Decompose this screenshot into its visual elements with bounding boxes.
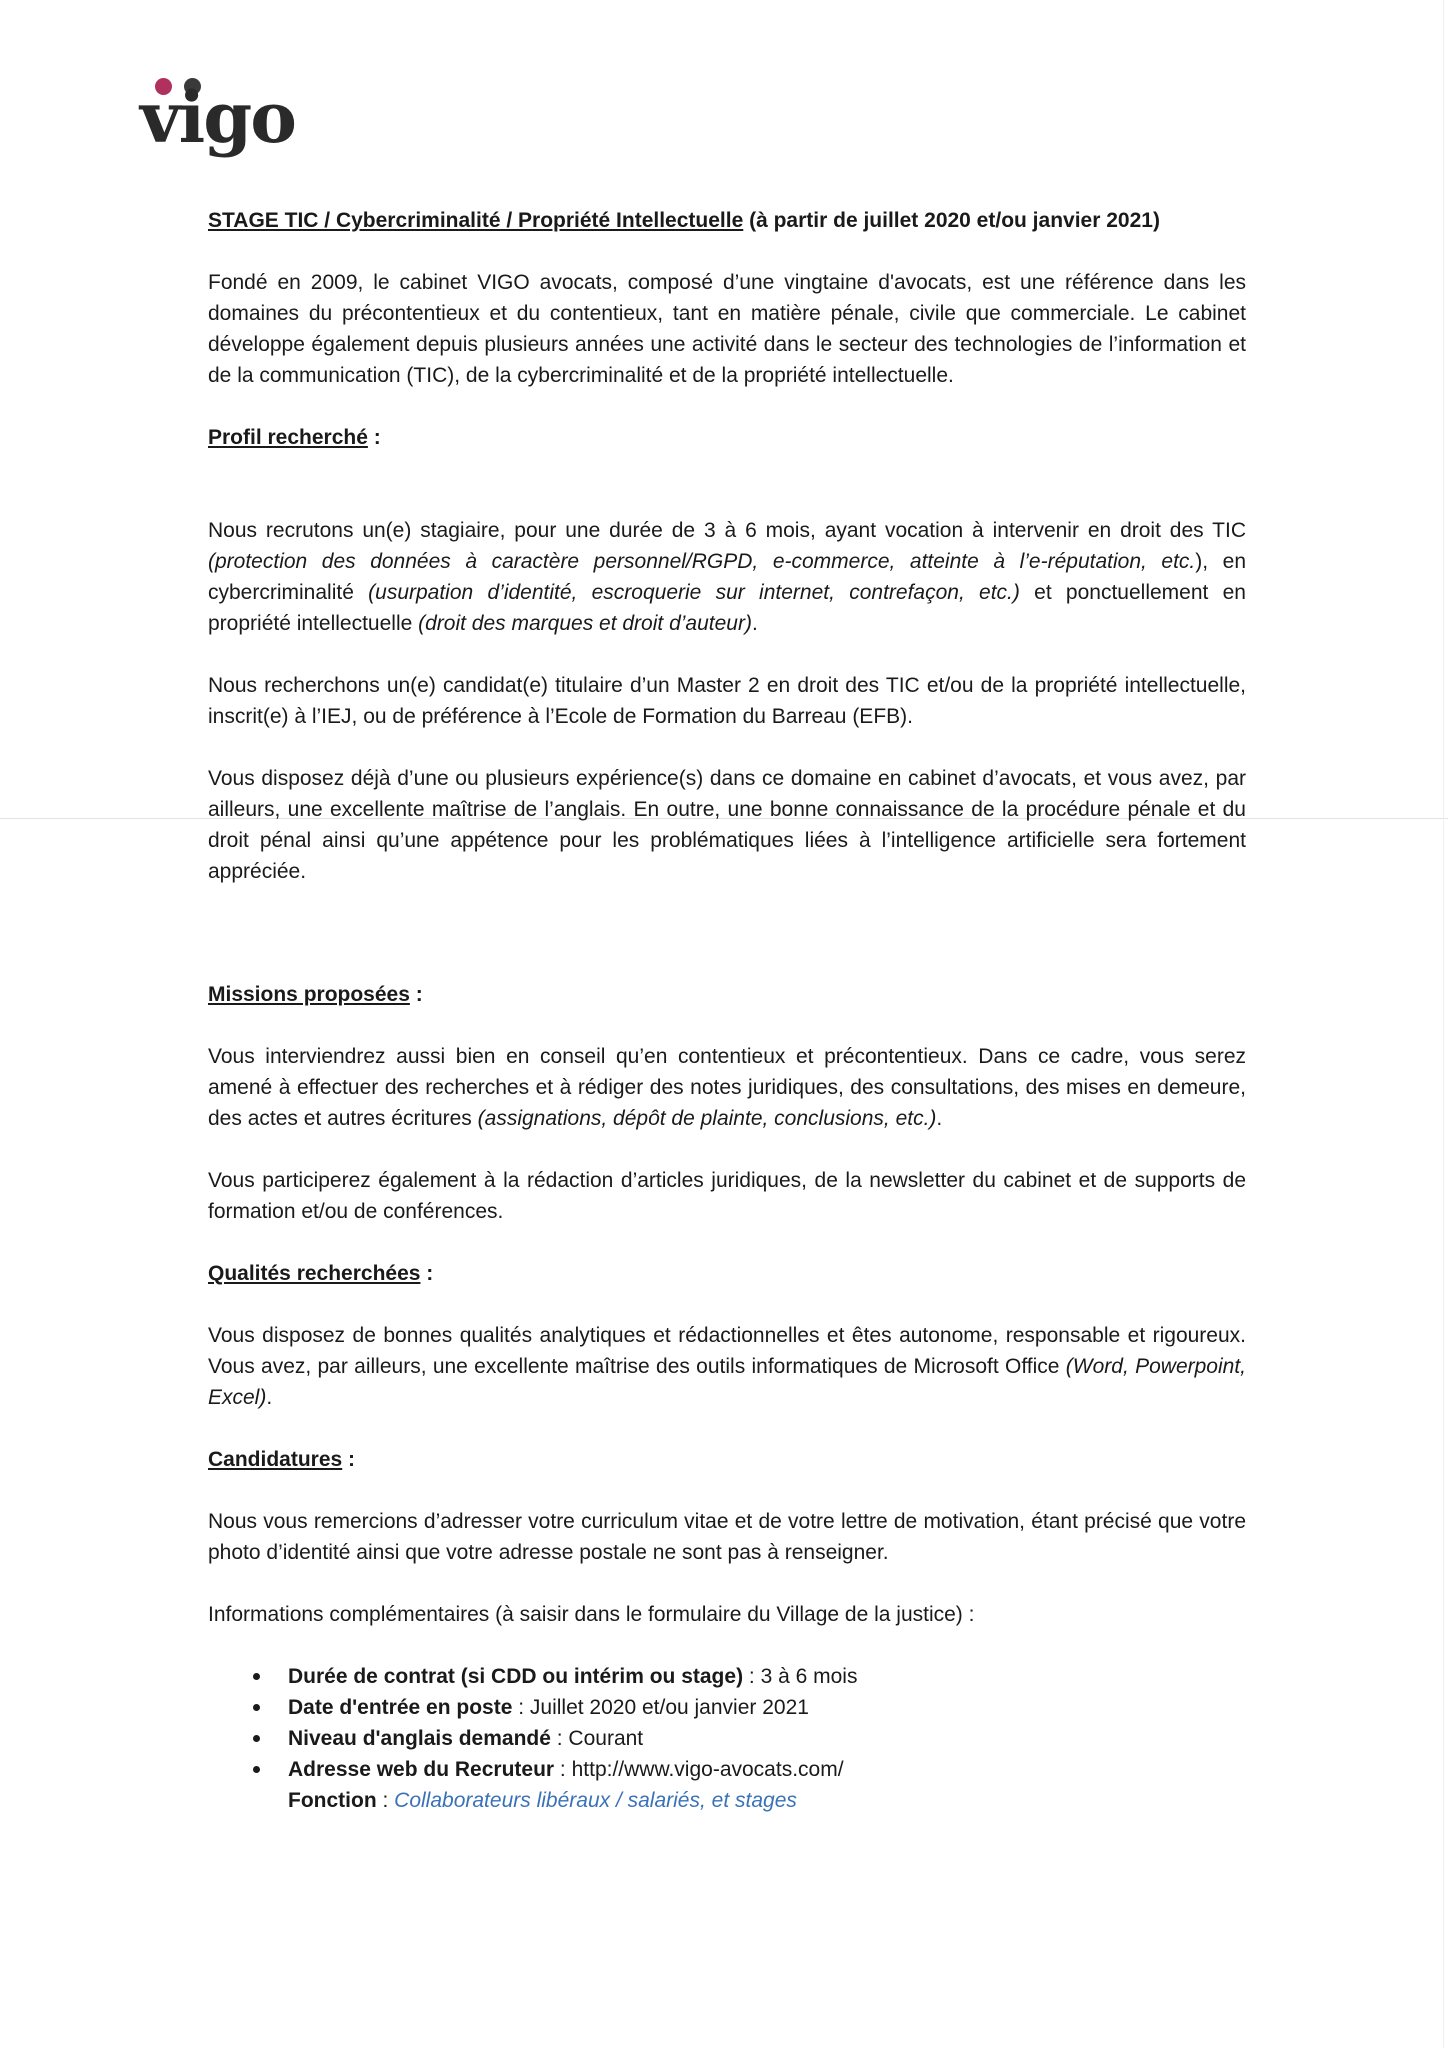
vigo-logo xyxy=(140,68,310,168)
info-value: : http://www.vigo-avocats.com/ xyxy=(554,1758,844,1781)
qualites-p1-c: . xyxy=(266,1386,273,1409)
profil-p1-d: (usurpation d’identité, escroquerie sur internet, contrefaçon, etc.) xyxy=(368,581,1020,604)
heading-missions-text: Missions proposées xyxy=(208,983,410,1006)
info-item-fonction xyxy=(208,1785,1246,1816)
profil-p1-c: ), en cybercriminalité xyxy=(208,550,1246,604)
info-item-web xyxy=(208,1754,1246,1785)
fonction-sep: : xyxy=(376,1789,395,1812)
profil-paragraph-1 xyxy=(208,515,1246,639)
profil-p1-b: (protection des données à caractère personnel/RGPD, e-commerce, atteinte à l’e-réputation, etc. xyxy=(208,550,1196,573)
info-label: Adresse web du Recruteur xyxy=(288,1758,555,1781)
scan-edge xyxy=(1443,0,1444,2048)
missions-paragraph-1 xyxy=(208,1041,1246,1134)
missions-p1-a: Vous interviendrez aussi bien en conseil qu’en contentieux et précontentieux. Dans ce cadre, vous serez amené à effectuer des recherches et à rédiger des notes juridiques, des consultations, des mises en demeure, des actes et autres écritures xyxy=(208,1045,1246,1130)
profil-p1-g: . xyxy=(751,612,758,635)
fonction-label: Fonction xyxy=(288,1789,377,1812)
candidatures-paragraph-2: Informations complémentaires (à saisir dans le formulaire du Village de la justice) : xyxy=(208,1603,975,1626)
heading-candidatures xyxy=(208,1444,1246,1475)
title-dates: (à partir de juillet 2020 et/ou janvier 2021) xyxy=(743,209,1160,232)
bullet-icon xyxy=(253,1735,260,1742)
info-value: : Courant xyxy=(550,1727,644,1750)
info-label: Durée de contrat (si CDD ou intérim ou stage) xyxy=(288,1665,744,1688)
info-label: Date d'entrée en poste xyxy=(288,1696,513,1719)
document-title xyxy=(208,205,1246,236)
profil-paragraph-3: Vous disposez déjà d’une ou plusieurs expérience(s) dans ce domaine en cabinet d’avocats, et vous avez, par ailleurs, une excellente maîtrise de l’anglais. En outre, une bonne connaissance de la procédure pénale et du droit pénal ainsi qu’une appétence pour les problématiques liées à l’intelligence artificielle sera fortement appréciée. xyxy=(208,767,1246,883)
heading-profil-suffix: : xyxy=(367,426,381,449)
info-value: : 3 à 6 mois xyxy=(743,1665,858,1688)
bullet-icon xyxy=(253,1704,260,1711)
candidatures-paragraph-1: Nous vous remercions d’adresser votre curriculum vitae et de votre lettre de motivation, étant précisé que votre photo d’identité ainsi que votre adresse postale ne sont pas à renseigner. xyxy=(208,1510,1246,1564)
qualites-p1-a: Vous disposez de bonnes qualités analytiques et rédactionnelles et êtes autonome, responsable et rigoureux. Vous avez, par ailleurs, une excellente maîtrise des outils informatiques de Microsoft Office xyxy=(208,1324,1246,1378)
heading-candidatures-suffix: : xyxy=(342,1448,356,1471)
heading-missions xyxy=(208,979,1246,1010)
heading-qualites-suffix: : xyxy=(420,1262,434,1285)
intro-paragraph: Fondé en 2009, le cabinet VIGO avocats, composé d’une vingtaine d'avocats, est une référence dans les domaines du précontentieux et du contentieux, tant en matière pénale, civile que commerciale. Le cabinet développe également depuis plusieurs années une activité dans le secteur des technologies de l’information et de la communication (TIC), de la cybercriminalité et de la propriété intellectuelle. xyxy=(208,271,1246,387)
info-item-anglais xyxy=(208,1723,1246,1754)
document-body xyxy=(208,205,1246,1816)
heading-profil xyxy=(208,422,1246,453)
heading-missions-suffix: : xyxy=(409,983,423,1006)
bullet-icon xyxy=(253,1673,260,1680)
info-item-duree xyxy=(208,1661,1246,1692)
info-value: : Juillet 2020 et/ou janvier 2021 xyxy=(512,1696,809,1719)
title-underlined: STAGE TIC / Cybercriminalité / Propriété Intellectuelle xyxy=(208,209,744,232)
profil-p1-a: Nous recrutons un(e) stagiaire, pour une durée de 3 à 6 mois, ayant vocation à intervenir en droit des TIC xyxy=(208,519,1246,542)
heading-candidatures-text: Candidatures xyxy=(208,1448,343,1471)
fonction-value: Collaborateurs libéraux / salariés, et stages xyxy=(394,1789,797,1812)
heading-qualites xyxy=(208,1258,1246,1289)
bullet-icon xyxy=(253,1766,260,1773)
qualites-paragraph xyxy=(208,1320,1246,1413)
info-label: Niveau d'anglais demandé xyxy=(288,1727,551,1750)
qualites-p1-b: (Word, Powerpoint, Excel) xyxy=(208,1355,1246,1409)
profil-paragraph-2: Nous recherchons un(e) candidat(e) titulaire d’un Master 2 en droit des TIC et/ou de la propriété intellectuelle, inscrit(e) à l’IEJ, ou de préférence à l’Ecole de Formation du Barreau (EFB). xyxy=(208,674,1246,728)
profil-p1-f: (droit des marques et droit d’auteur) xyxy=(418,612,752,635)
missions-paragraph-2: Vous participerez également à la rédaction d’articles juridiques, de la newsletter du cabinet et de supports de formation et/ou de conférences. xyxy=(208,1169,1246,1223)
info-list xyxy=(208,1661,1246,1785)
missions-p1-b: (assignations, dépôt de plainte, conclusions, etc.) xyxy=(477,1107,937,1130)
heading-qualites-text: Qualités recherchées xyxy=(208,1262,421,1285)
profil-p1-e: et ponctuellement en propriété intellectuelle xyxy=(208,581,1246,635)
missions-p1-c: . xyxy=(936,1107,943,1130)
heading-profil-text: Profil recherché xyxy=(208,426,368,449)
info-item-date xyxy=(208,1692,1246,1723)
logo-text: vigo xyxy=(140,76,295,159)
